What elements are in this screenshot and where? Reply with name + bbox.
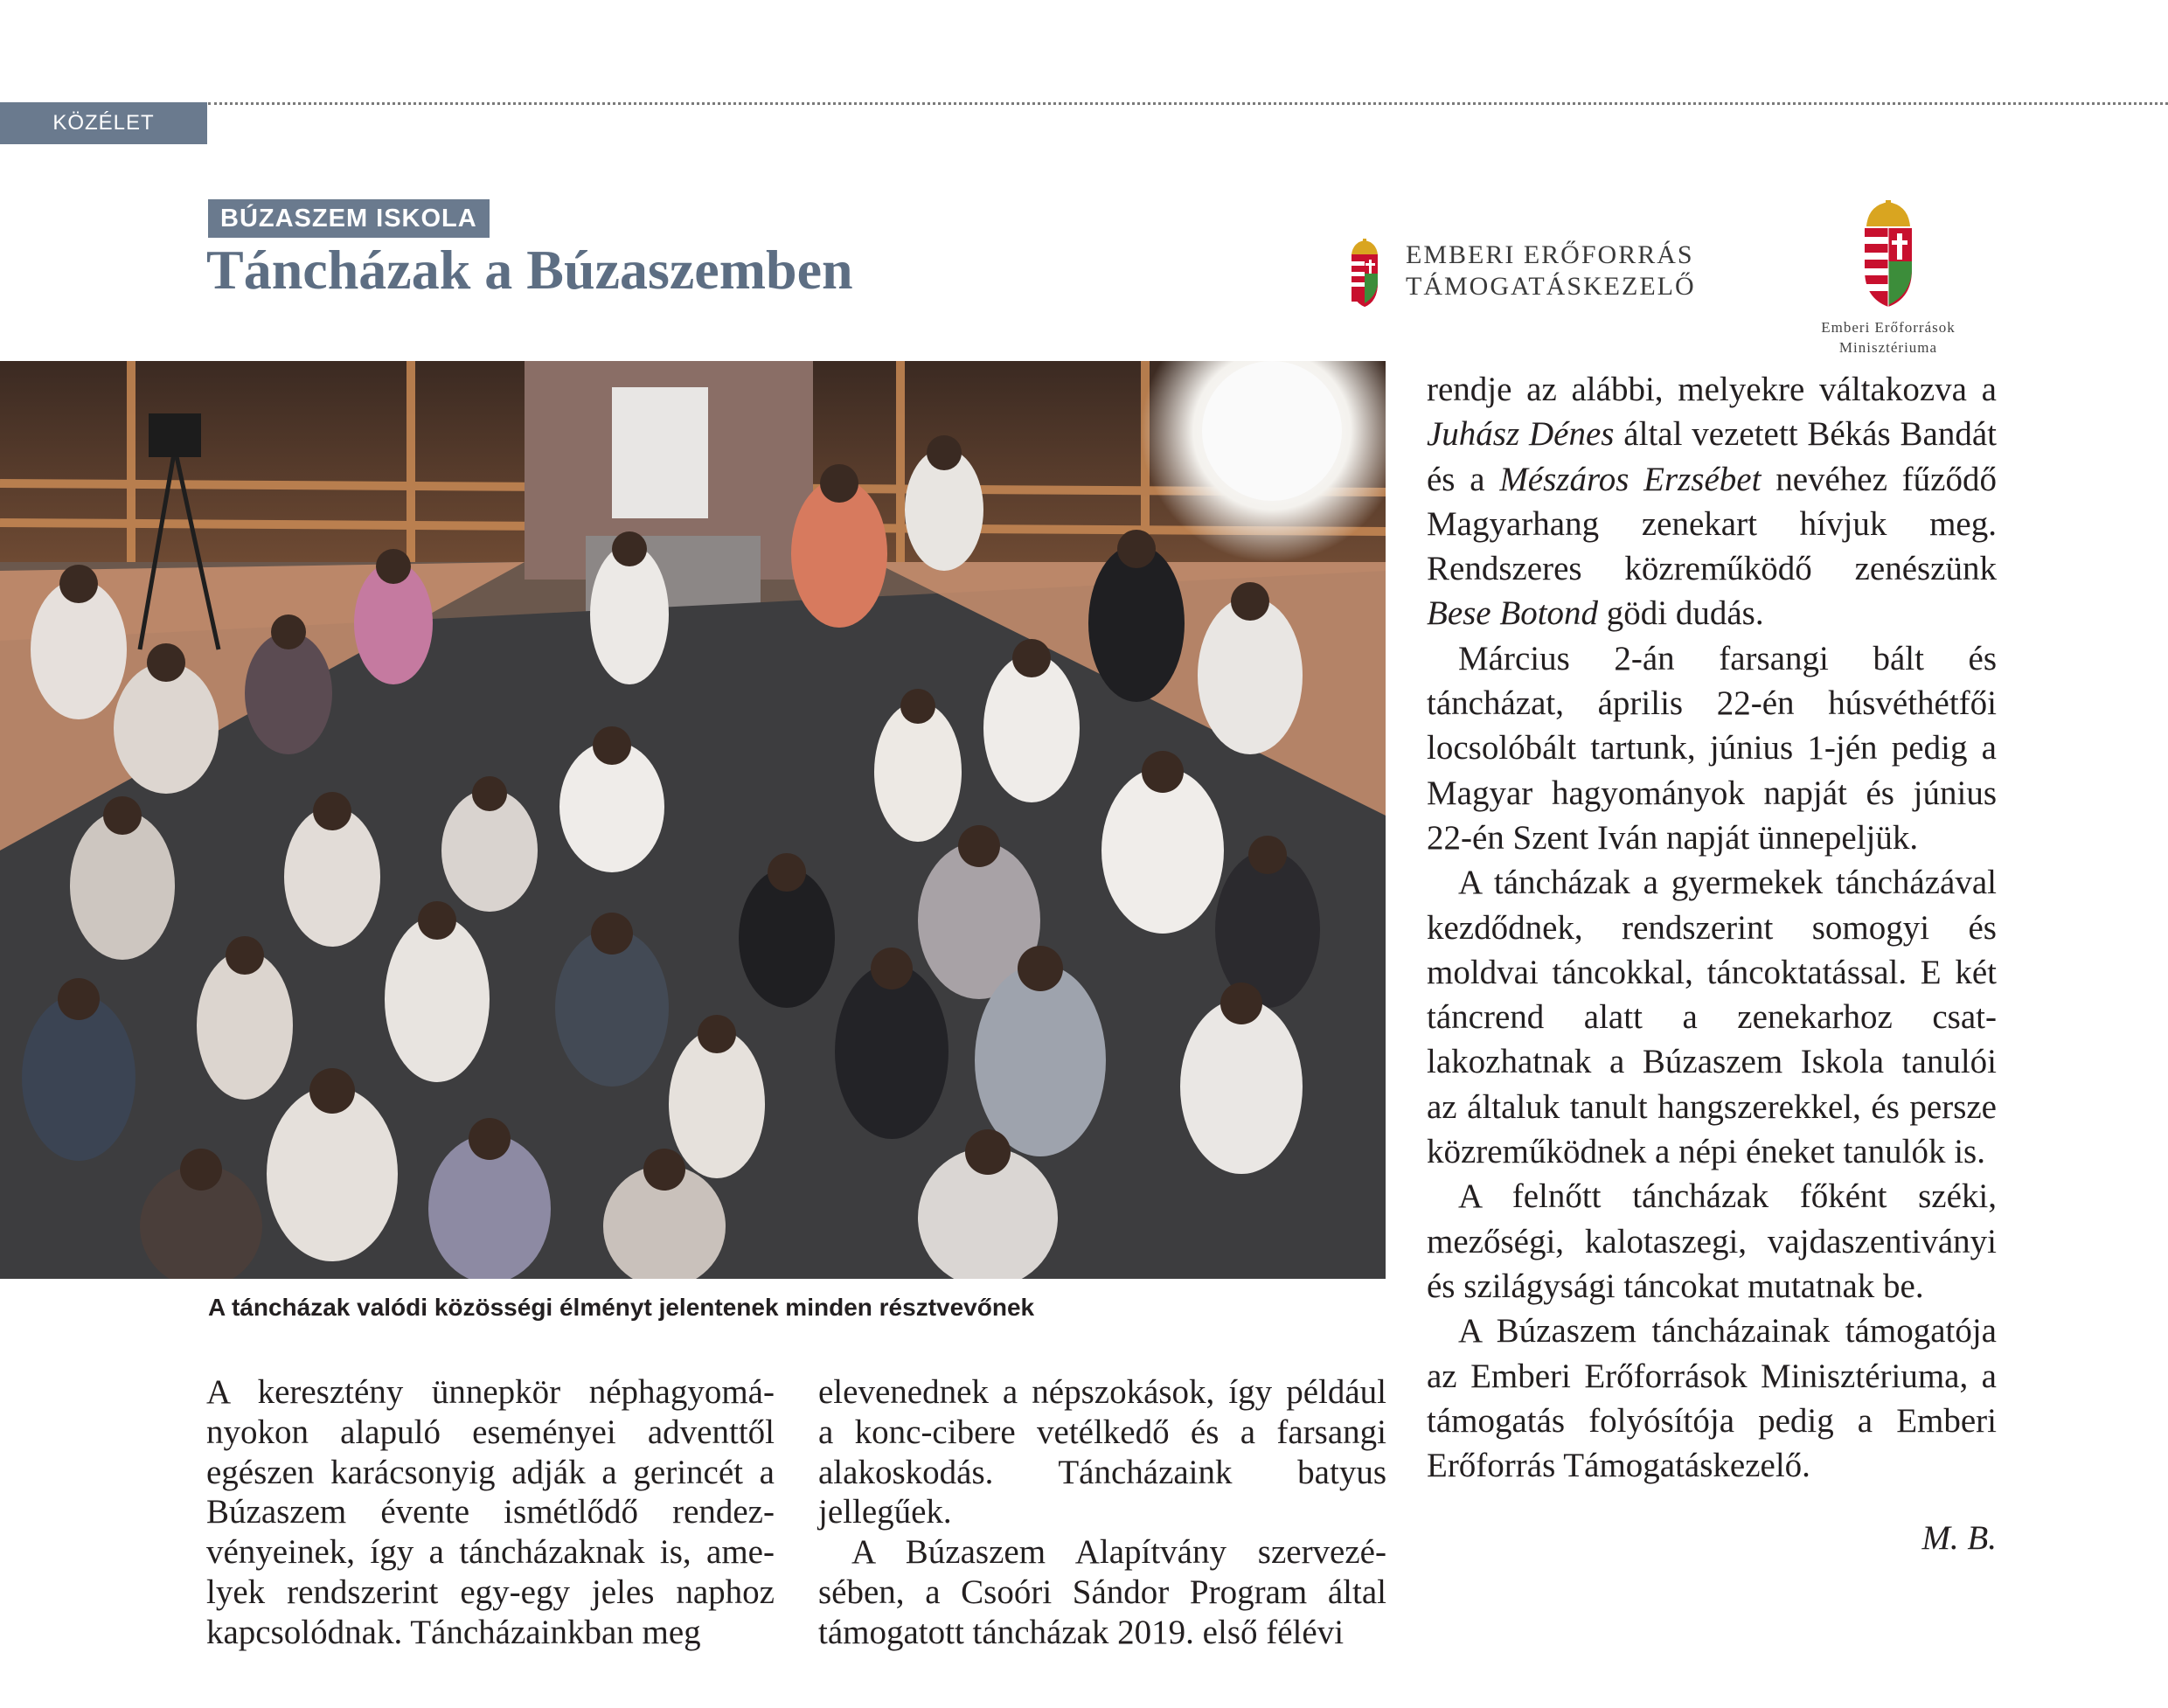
body-column-3 — [1427, 367, 1997, 1561]
body-column-2 — [818, 1372, 1386, 1653]
header-rule — [208, 102, 2168, 105]
body-paragraph — [1427, 367, 1997, 636]
photo-caption: A táncházak valódi közösségi élményt jelentenek minden résztvevőnek — [208, 1294, 1035, 1321]
hungarian-crest-icon — [1343, 239, 1386, 309]
author-signature: M. B. — [1921, 1519, 1997, 1558]
text-run: rendje az alábbi, melyekre váltakozva a — [1427, 371, 1997, 408]
emmi-logo — [1779, 197, 1998, 371]
body-paragraph: A Búzaszem táncházainak támogatója az Emberi Erőforrások Minisztériuma, a támogatás folyósítója pedig a Emberi Erőforrás Támogatáskezelő. — [1427, 1312, 1997, 1485]
emet-logo-line2: TÁMOGATÁSKEZELŐ — [1406, 272, 1696, 301]
article-kicker: BÚZASZEM ISKOLA — [208, 199, 490, 238]
body-paragraph: A táncházak a gyermekek táncházával kezdődnek, rendszerint somogyi és moldvai táncokkal, táncoktatással. E két táncrend alatt a zenekarhoz csatlakozhatnak a Búzaszem Iskola tanulói az általuk tanult hangszerekkel, és persze közreműködnek a népi éneket tanulók is. — [1427, 864, 1997, 1171]
body-paragraph: A Búzaszem Alapítvány szervezésében, a Csoóri Sándor Program által támogatott táncházak 2019. első félévi — [818, 1533, 1386, 1651]
text-run: által vezetett Békás Bandát és a — [1427, 415, 1997, 498]
article-title: Táncházak a Búzaszemben — [206, 239, 853, 301]
body-paragraph: Március 2-án farsangi bált és táncházat, április 22-én húsvéthétfői locsolóbált tartunk, június 1-jén pedig a Magyar hagyományok napját és június 22-én Szent Iván napját ünnepeljük. — [1427, 639, 1997, 857]
emmi-logo-line2: Minisztériuma — [1838, 339, 1938, 356]
person-name: Mészáros Erzsébet — [1499, 460, 1762, 498]
dance-hall-photo-image — [0, 361, 1386, 1279]
body-paragraph: A felnőtt táncházak főként széki, mezőségi, kalotaszegi, vajdaszentiványi és szilágysági táncokat mutatnak be. — [1427, 1177, 1997, 1305]
body-paragraph: A keresztény ünnepkör néphagyományokon alapuló eseményei adventtől egészen karácsonyig adják a gerincét a Búzaszem évente ismétlődő rendezvényeinek, így a táncházaknak is, amelyek rendszerint egy-egy jeles naphoz kapcsolódnak. Táncházainkban meg — [206, 1373, 775, 1651]
emet-logo — [1343, 223, 1710, 319]
body-paragraph: elevenednek a népszokások, így például a konc-cibere vetélkedő és a farsangi alakoskodás. Táncházaink batyus jellegűek. — [818, 1373, 1386, 1531]
person-name: Bese Botond — [1427, 594, 1599, 633]
emmi-logo-line1: Emberi Erőforrások — [1821, 319, 1956, 336]
person-name: Juhász Dénes — [1427, 415, 1615, 454]
text-run: gödi dudás. — [1598, 594, 1764, 633]
dance-hall-photo — [0, 361, 1386, 1279]
emet-logo-line1: EMBERI ERŐFORRÁS — [1406, 240, 1694, 269]
hungarian-crest-icon — [1859, 200, 1917, 309]
body-column-1 — [206, 1372, 775, 1653]
text-run: nevéhez fűződő Magyarhang zenekart hívjuk meg. Rendszeres közreműködő zenészünk — [1427, 460, 1997, 588]
section-label: KÖZÉLET — [0, 102, 207, 144]
